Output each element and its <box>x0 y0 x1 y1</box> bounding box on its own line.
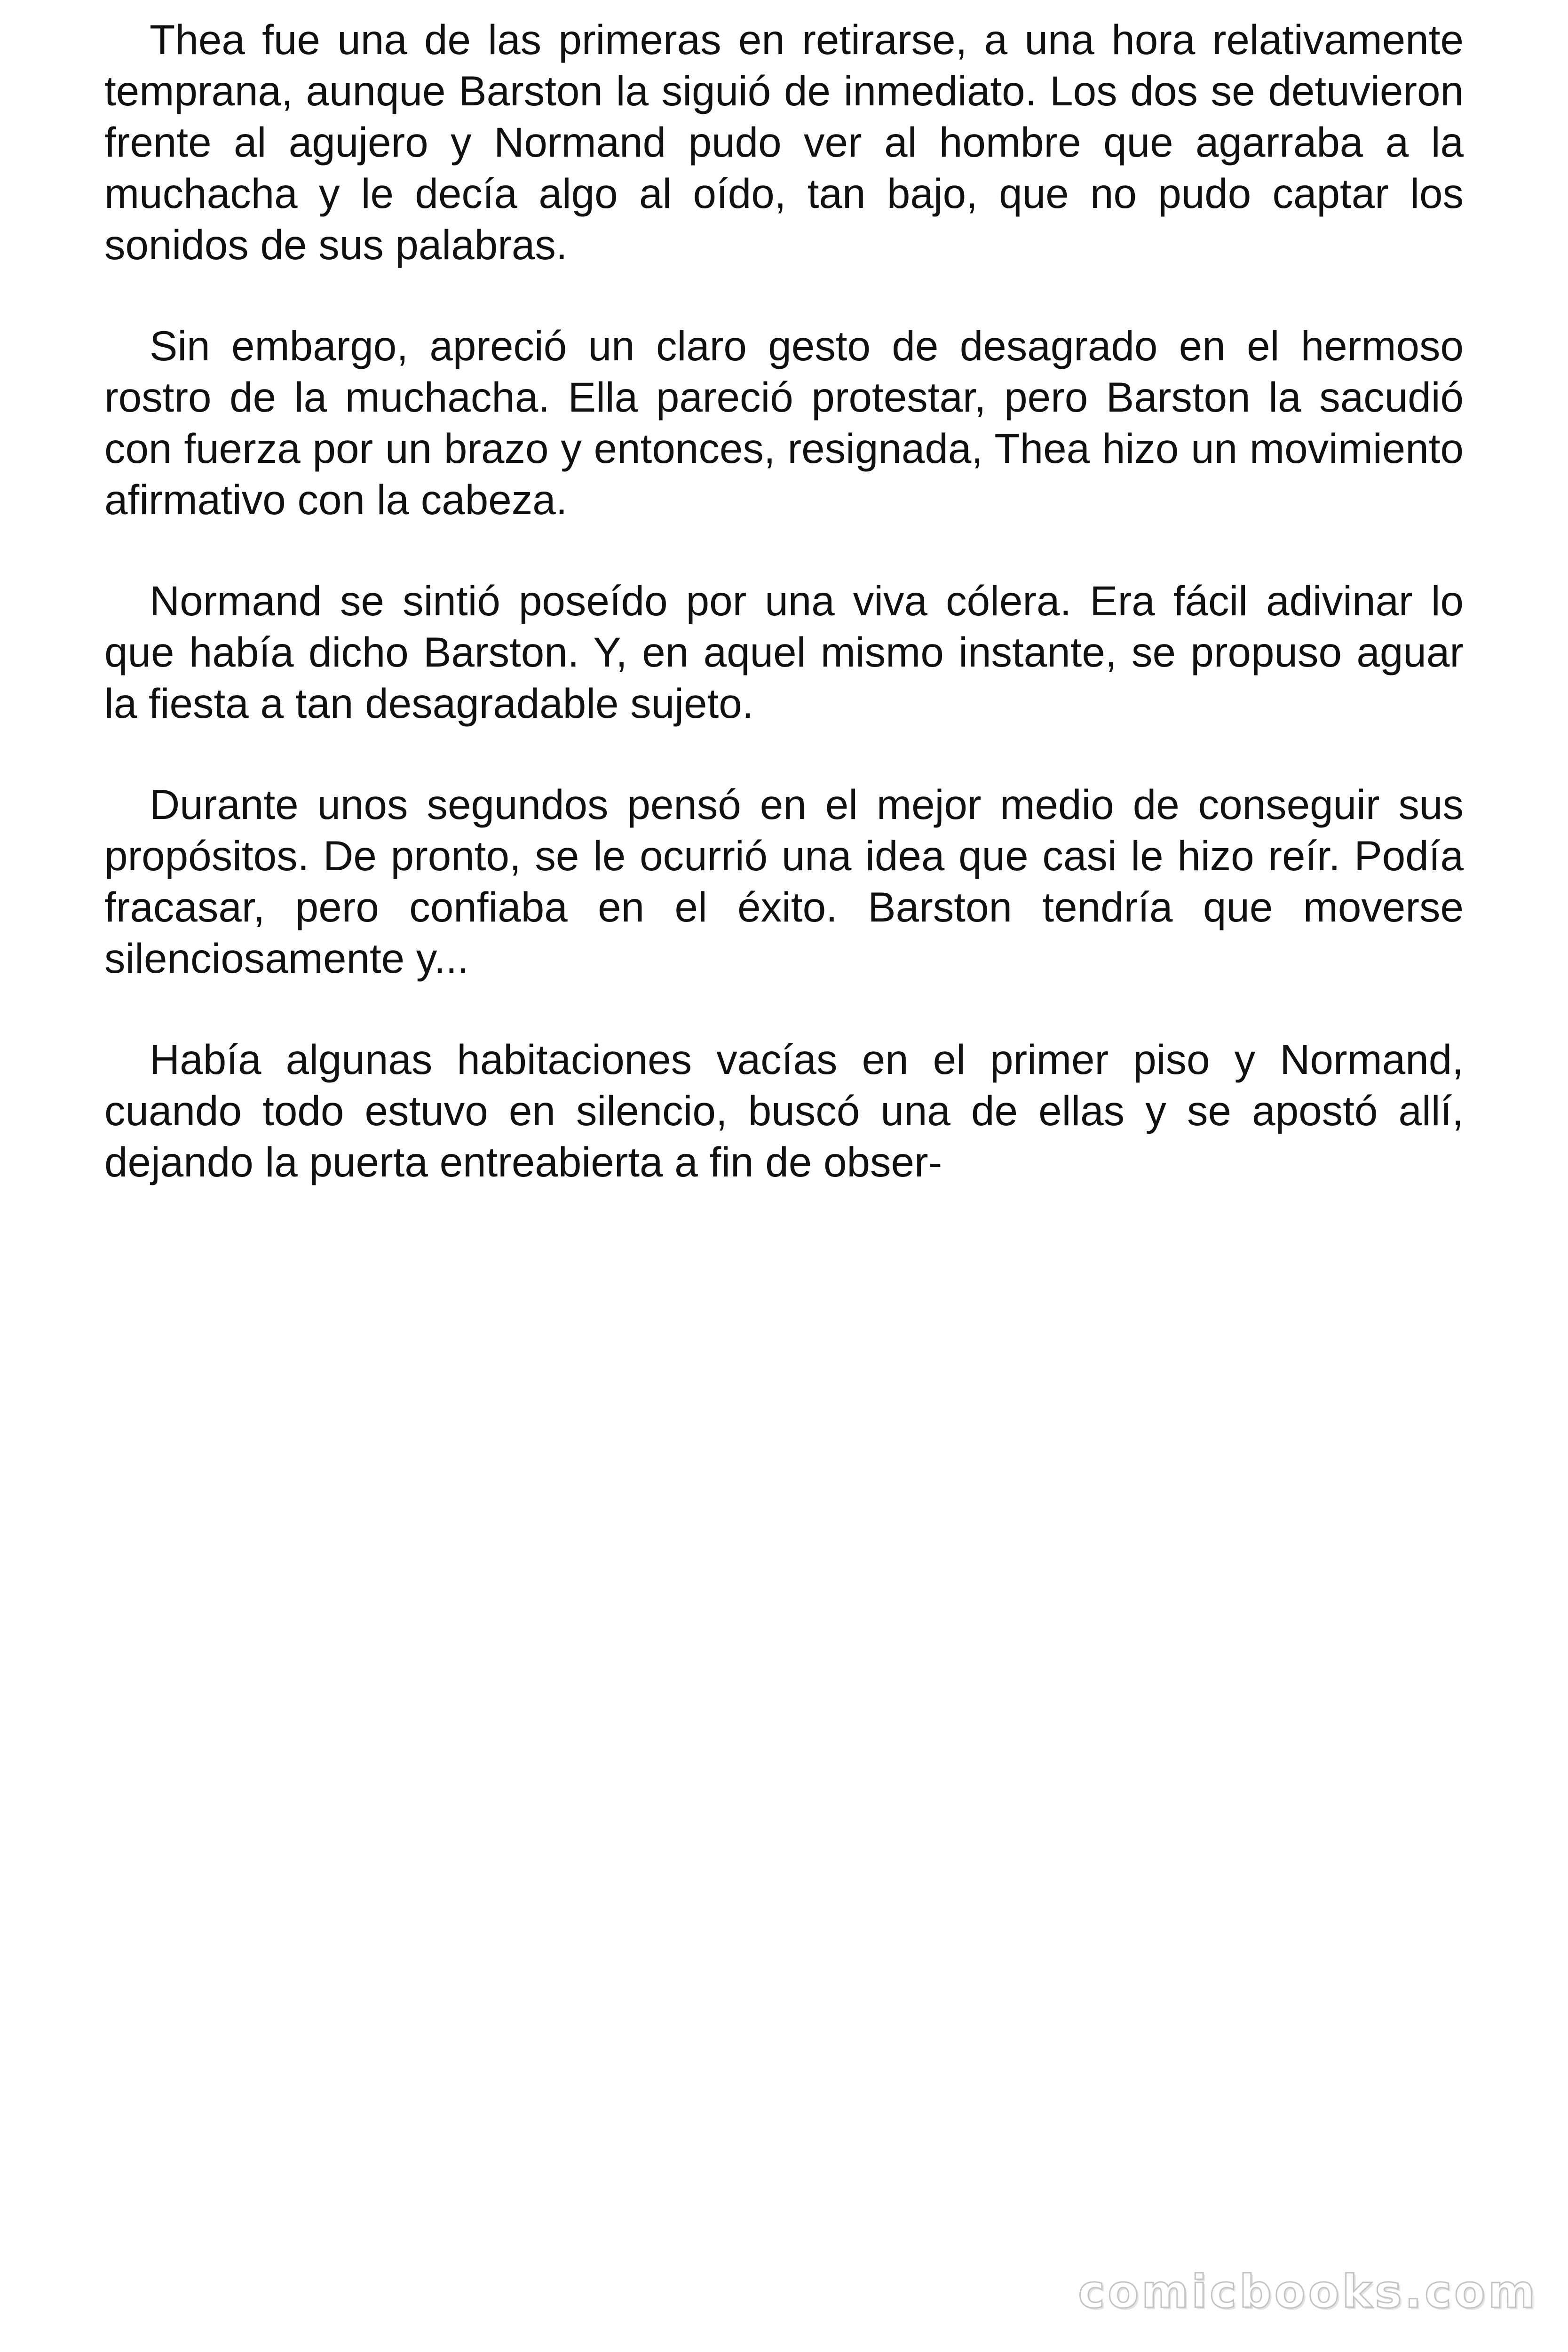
paragraph-4: Durante unos segundos pensó en el mejor medio de conseguir sus propósitos. De pronto, se le ocurrió una idea que casi le hizo reír. Podía fracasar, pero confiaba en el éxito. Barston tendría que moverse silenciosamente y... <box>104 781 1464 982</box>
paragraph-3: Normand se sintió poseído por una viva cólera. Era fácil adivinar lo que había dicho Barston. Y, en aquel mismo instante, se propuso aguar la fiesta a tan desagradable sujeto. <box>104 577 1464 727</box>
page-body-text <box>104 14 1464 1238</box>
paragraph-5: Había algunas habitaciones vacías en el primer piso y Normand, cuando todo estuvo en silencio, buscó una de ellas y se apostó allí, dejando la puerta entreabierta a fin de obser- <box>104 1036 1464 1185</box>
paragraph-1: Thea fue una de las primeras en retirarse, a una hora relativamente temprana, aunque Barston la siguió de inmediato. Los dos se detuvieron frente al agujero y Normand pudo ver al hombre que agarraba a la muchacha y le decía algo al oído, tan bajo, que no pudo captar los sonidos de sus palabras. <box>104 16 1464 268</box>
paragraph-2: Sin embargo, apreció un claro gesto de desagrado en el hermoso rostro de la muchacha. Ella pareció protestar, pero Barston la sacudió con fuerza por un brazo y entonces, resignada, Thea hizo un movimiento afirmativo con la cabeza. <box>104 322 1464 523</box>
watermark: comicbooks.com <box>1078 2265 1538 2318</box>
